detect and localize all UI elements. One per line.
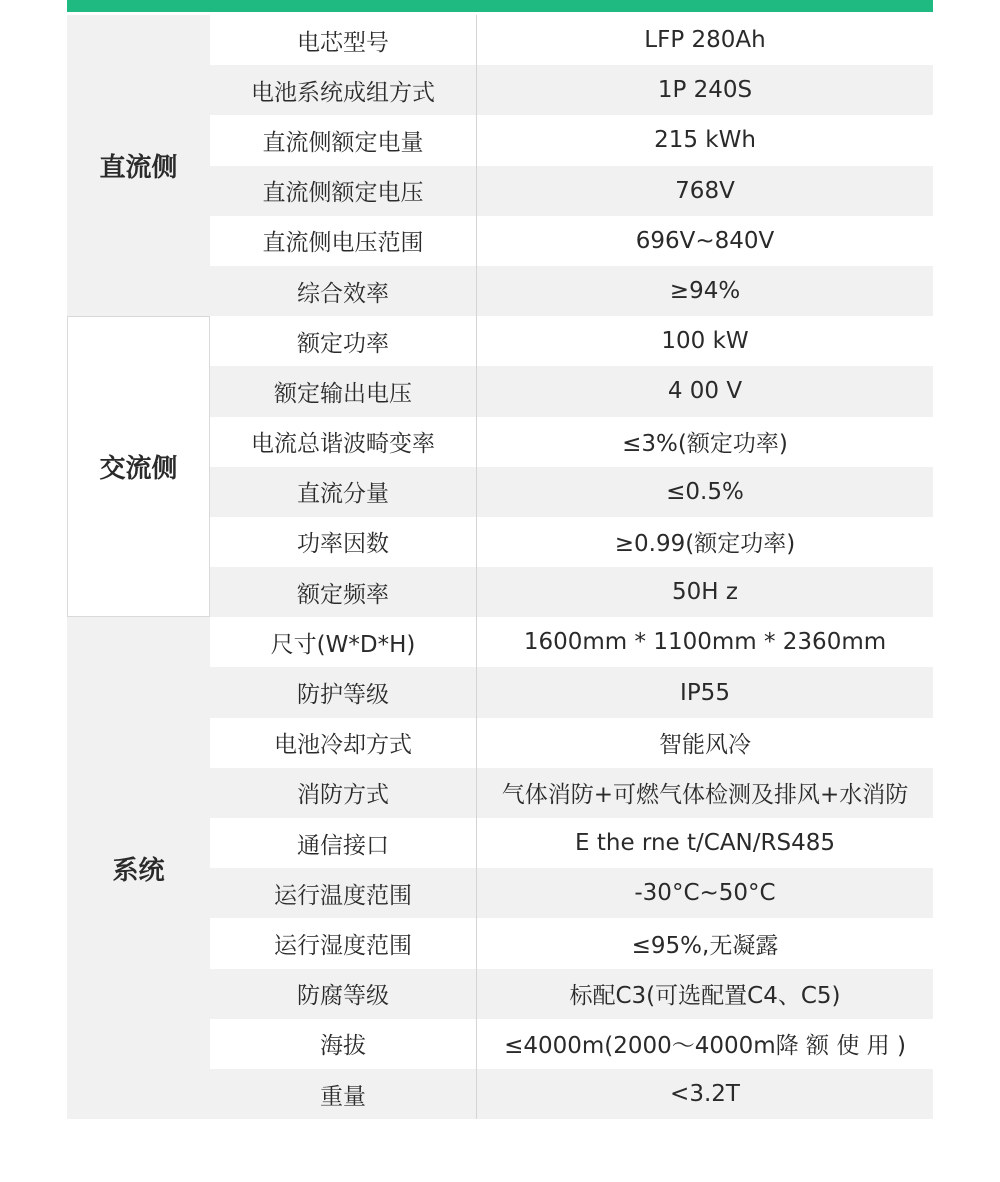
param-name: 直流分量 (210, 467, 477, 517)
param-name: 电池系统成组方式 (210, 65, 477, 115)
param-value: LFP 280Ah (477, 15, 933, 65)
group-rows (210, 617, 933, 1119)
param-value: 4 00 V (477, 366, 933, 416)
param-name: 直流侧额定电量 (210, 115, 477, 165)
param-name: 额定输出电压 (210, 366, 477, 416)
table-row (210, 166, 933, 216)
group-label: 直流侧 (67, 15, 210, 316)
param-value: 1600mm * 1100mm * 2360mm (477, 617, 933, 667)
spec-table (67, 15, 933, 1119)
param-value: 智能风冷 (477, 718, 933, 768)
table-row (210, 517, 933, 567)
param-value: ≥0.99(额定功率) (477, 517, 933, 567)
table-row (210, 1069, 933, 1119)
param-value: -30°C~50°C (477, 868, 933, 918)
param-value: ≥94% (477, 266, 933, 316)
group-dc-side (67, 15, 933, 316)
group-label: 交流侧 (67, 316, 210, 617)
param-name: 尺寸(W*D*H) (210, 617, 477, 667)
group-label: 系统 (67, 617, 210, 1119)
table-row (210, 818, 933, 868)
param-name: 消防方式 (210, 768, 477, 818)
table-row (210, 718, 933, 768)
param-name: 功率因数 (210, 517, 477, 567)
table-row (210, 969, 933, 1019)
param-value: 标配C3(可选配置C4、C5) (477, 969, 933, 1019)
group-ac-side (67, 316, 933, 617)
param-value: ≤4000m(2000～4000m降 额 使 用 ) (477, 1019, 933, 1069)
param-name: 通信接口 (210, 818, 477, 868)
param-name: 防护等级 (210, 667, 477, 717)
group-rows (210, 316, 933, 617)
param-name: 电流总谐波畸变率 (210, 417, 477, 467)
param-name: 运行温度范围 (210, 868, 477, 918)
table-row (210, 366, 933, 416)
group-system (67, 617, 933, 1119)
param-value: ≤0.5% (477, 467, 933, 517)
param-value: 696V~840V (477, 216, 933, 266)
table-row (210, 617, 933, 667)
param-name: 电芯型号 (210, 15, 477, 65)
table-row (210, 467, 933, 517)
table-row (210, 115, 933, 165)
table-row (210, 266, 933, 316)
table-row (210, 868, 933, 918)
param-name: 直流侧电压范围 (210, 216, 477, 266)
param-value: ≤95%,无凝露 (477, 918, 933, 968)
table-row (210, 15, 933, 65)
param-name: 额定功率 (210, 316, 477, 366)
param-value: <3.2T (477, 1069, 933, 1119)
param-value: IP55 (477, 667, 933, 717)
top-accent-bar (67, 0, 933, 12)
param-value: 气体消防+可燃气体检测及排风+水消防 (477, 768, 933, 818)
param-name: 额定频率 (210, 567, 477, 617)
param-name: 海拔 (210, 1019, 477, 1069)
table-row (210, 65, 933, 115)
param-value: 1P 240S (477, 65, 933, 115)
table-row (210, 667, 933, 717)
param-value: 100 kW (477, 316, 933, 366)
table-row (210, 567, 933, 617)
param-name: 直流侧额定电压 (210, 166, 477, 216)
param-value: 215 kWh (477, 115, 933, 165)
param-value: 50H z (477, 567, 933, 617)
table-row (210, 417, 933, 467)
table-row (210, 918, 933, 968)
table-row (210, 216, 933, 266)
param-name: 重量 (210, 1069, 477, 1119)
param-name: 防腐等级 (210, 969, 477, 1019)
param-name: 综合效率 (210, 266, 477, 316)
param-name: 运行湿度范围 (210, 918, 477, 968)
table-row (210, 1019, 933, 1069)
param-name: 电池冷却方式 (210, 718, 477, 768)
group-rows (210, 15, 933, 316)
param-value: 768V (477, 166, 933, 216)
table-row (210, 316, 933, 366)
param-value: E the rne t/CAN/RS485 (477, 818, 933, 868)
param-value: ≤3%(额定功率) (477, 417, 933, 467)
table-row (210, 768, 933, 818)
